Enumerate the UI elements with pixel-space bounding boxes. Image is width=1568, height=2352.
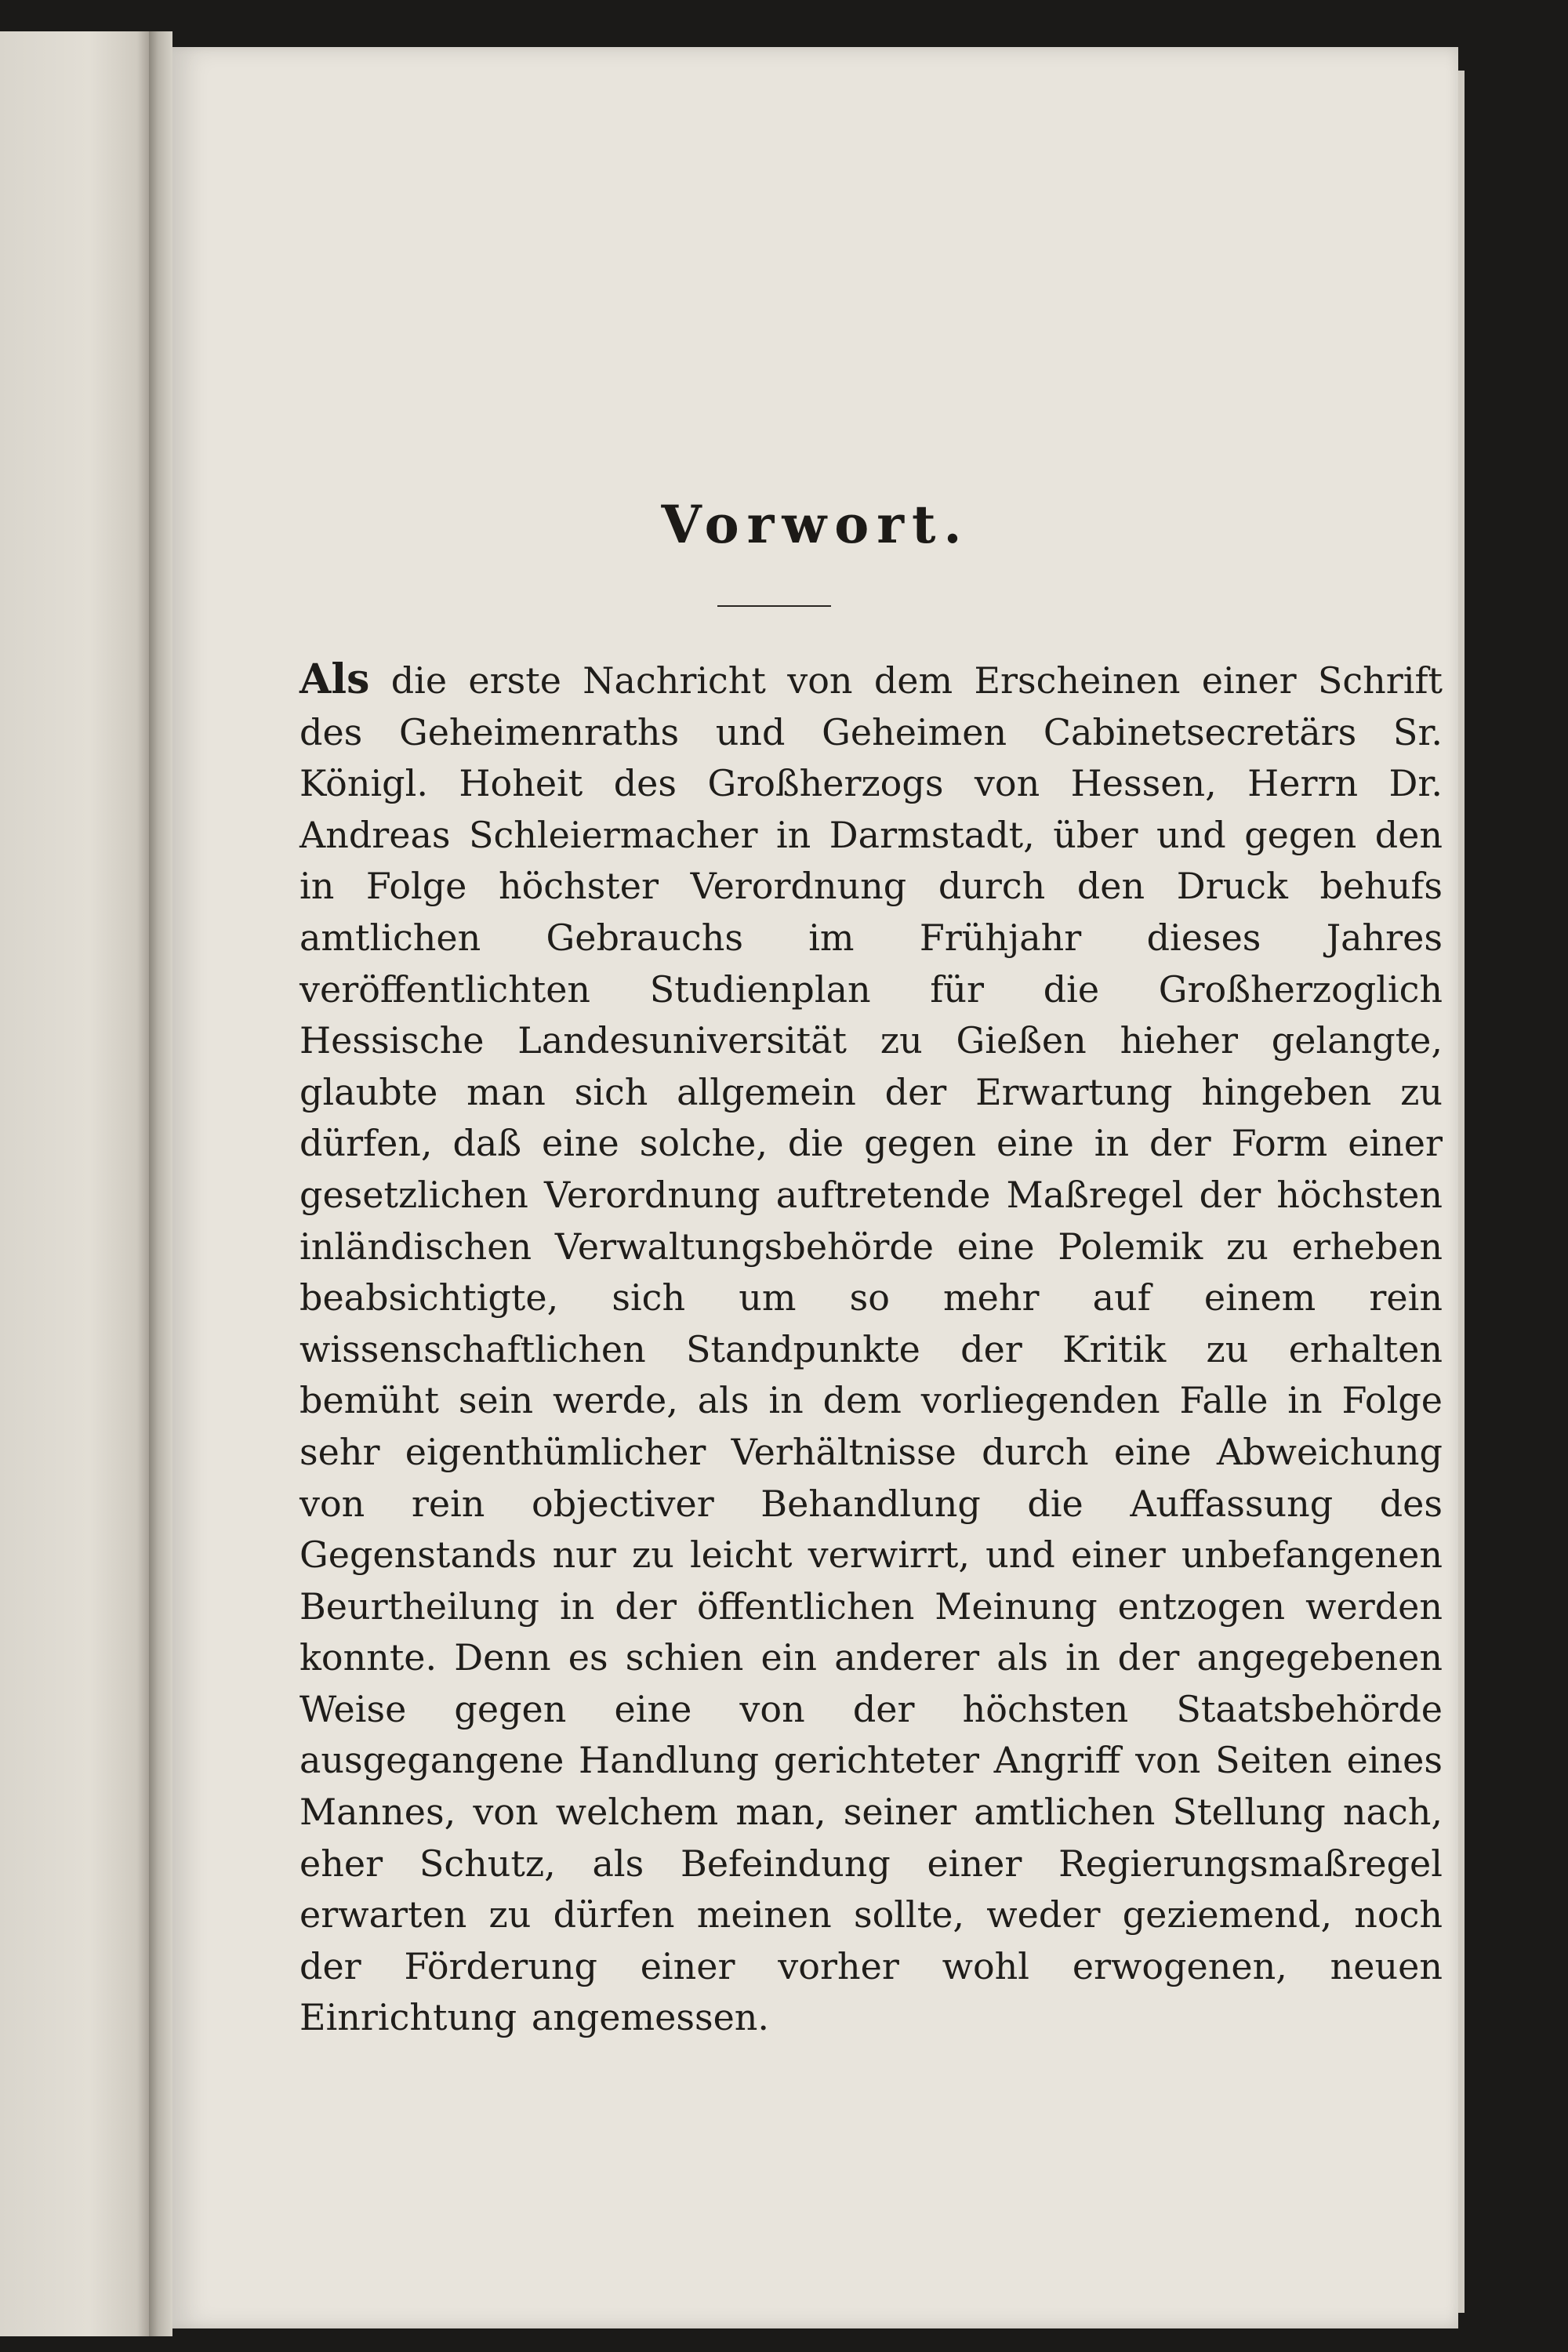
page-edge (1458, 71, 1465, 2313)
facing-page (0, 31, 149, 2336)
initial-word: Als (299, 655, 370, 703)
paragraph-text: die erste Nachricht von dem Erscheinen einer Schrift des Geheimenraths und Geheimen Cabinetsecretärs Sr. Königl. Hoheit des Großherzogs von Hessen, Herrn Dr. Andreas Schleiermacher in Darmstadt, über und gegen den in Folge höchster Verordnung durch den Druck behufs amtlichen Gebrauchs im Frühjahr dieses Jahres veröffentlichten Studienplan für die Großherzoglich Hessische Landesuniversität zu Gießen hieher gelangte, glaubte man sich allgemein der Erwartung hingeben zu dürfen, daß eine solche, die gegen eine in der Form einer gesetzlichen Verordnung auftretende Maßregel der höchsten inländischen Verwaltungsbehörde eine Polemik zu erheben beabsichtigte, sich um so mehr auf einem rein wissenschaftlichen Standpunkte der Kritik zu erhalten bemüht sein werde, als in dem vorliegenden Falle in Folge sehr eigenthümlicher Verhältnisse durch eine Abweichung von rein objectiver Behandlung die Auffassung des Gegenstands nur zu leicht verwirrt, und einer unbefangenen Beurtheilung in der öffentlichen Meinung entzogen werden konnte. Denn es schien ein anderer als in der angegebenen Weise gegen eine von der höchsten Staatsbehörde ausgegangene Handlung gerichteter Angriff von Seiten eines Mannes, von welchem man, seiner amtlichen Stellung nach, eher Schutz, als Befeindung einer Regierungsmaßregel erwarten zu dürfen meinen sollte, weder geziemend, noch der Förderung einer vorher wohl erwogenen, neuen Einrichtung angemessen. (299, 659, 1443, 2039)
page-title: Vorwort. (661, 494, 970, 555)
title-rule (717, 605, 831, 607)
body-paragraph (299, 654, 1443, 2044)
book-gutter (149, 31, 172, 2336)
book-page (172, 47, 1458, 2328)
